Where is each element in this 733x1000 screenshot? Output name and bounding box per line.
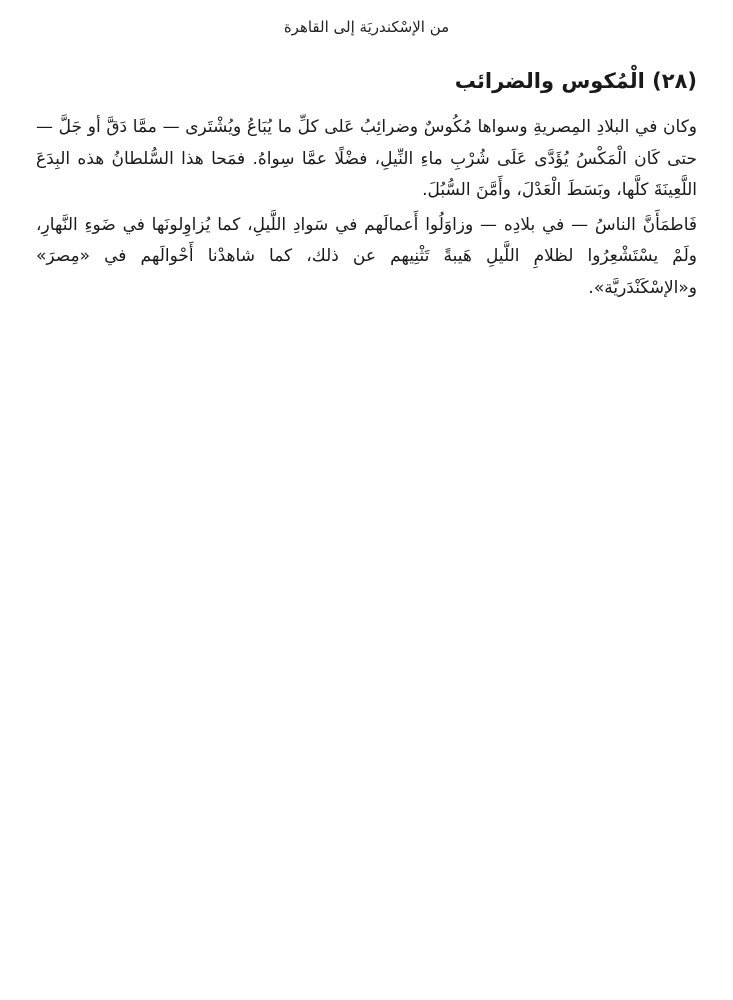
- running-header: من الإسْكندريَة إلى القاهرة: [283, 18, 450, 36]
- paragraph: وكان في البلادِ المِصريةِ وسواها مُكُوسٌ وضرائِبُ عَلى كلِّ ما يُبَاعُ ويُشْتَرى — ممَّا دَقَّ أو جَلَّ — حتى كَان الْمَكْسُ يُؤَدَّى عَلَى شُرْبِ ماءِ النِّيلِ، فضْلًا عمَّا سِواهُ. فمَحا هذا السُّلطانُ هذه البِدَعَ اللَّعِينَةَ كلَّها، وبَسَطَ الْعَدْلَ، وأَمَّنَ السُّبُلَ.: [36, 117, 697, 200]
- paragraph: فَاطمَأَنَّ الناسُ — في بلادِه — وزاوَلُوا أَعمالَهم في سَوادِ اللَّيلِ، كما يُزاوِلونَها في ضَوءِ النَّهارِ، ولَمْ يسْتَشْعِرُوا لظلامِ اللَّيلِ هَيبةً تَثْنِيهم عن ذلك، كما شاهدْنا أَحْوالَهم في «مِصرَ» و«الإسْكَنْدَريَّة».: [36, 214, 697, 298]
- section-title: (٢٨) الْمُكوس والضرائب: [454, 69, 697, 93]
- section-body: [36, 112, 697, 304]
